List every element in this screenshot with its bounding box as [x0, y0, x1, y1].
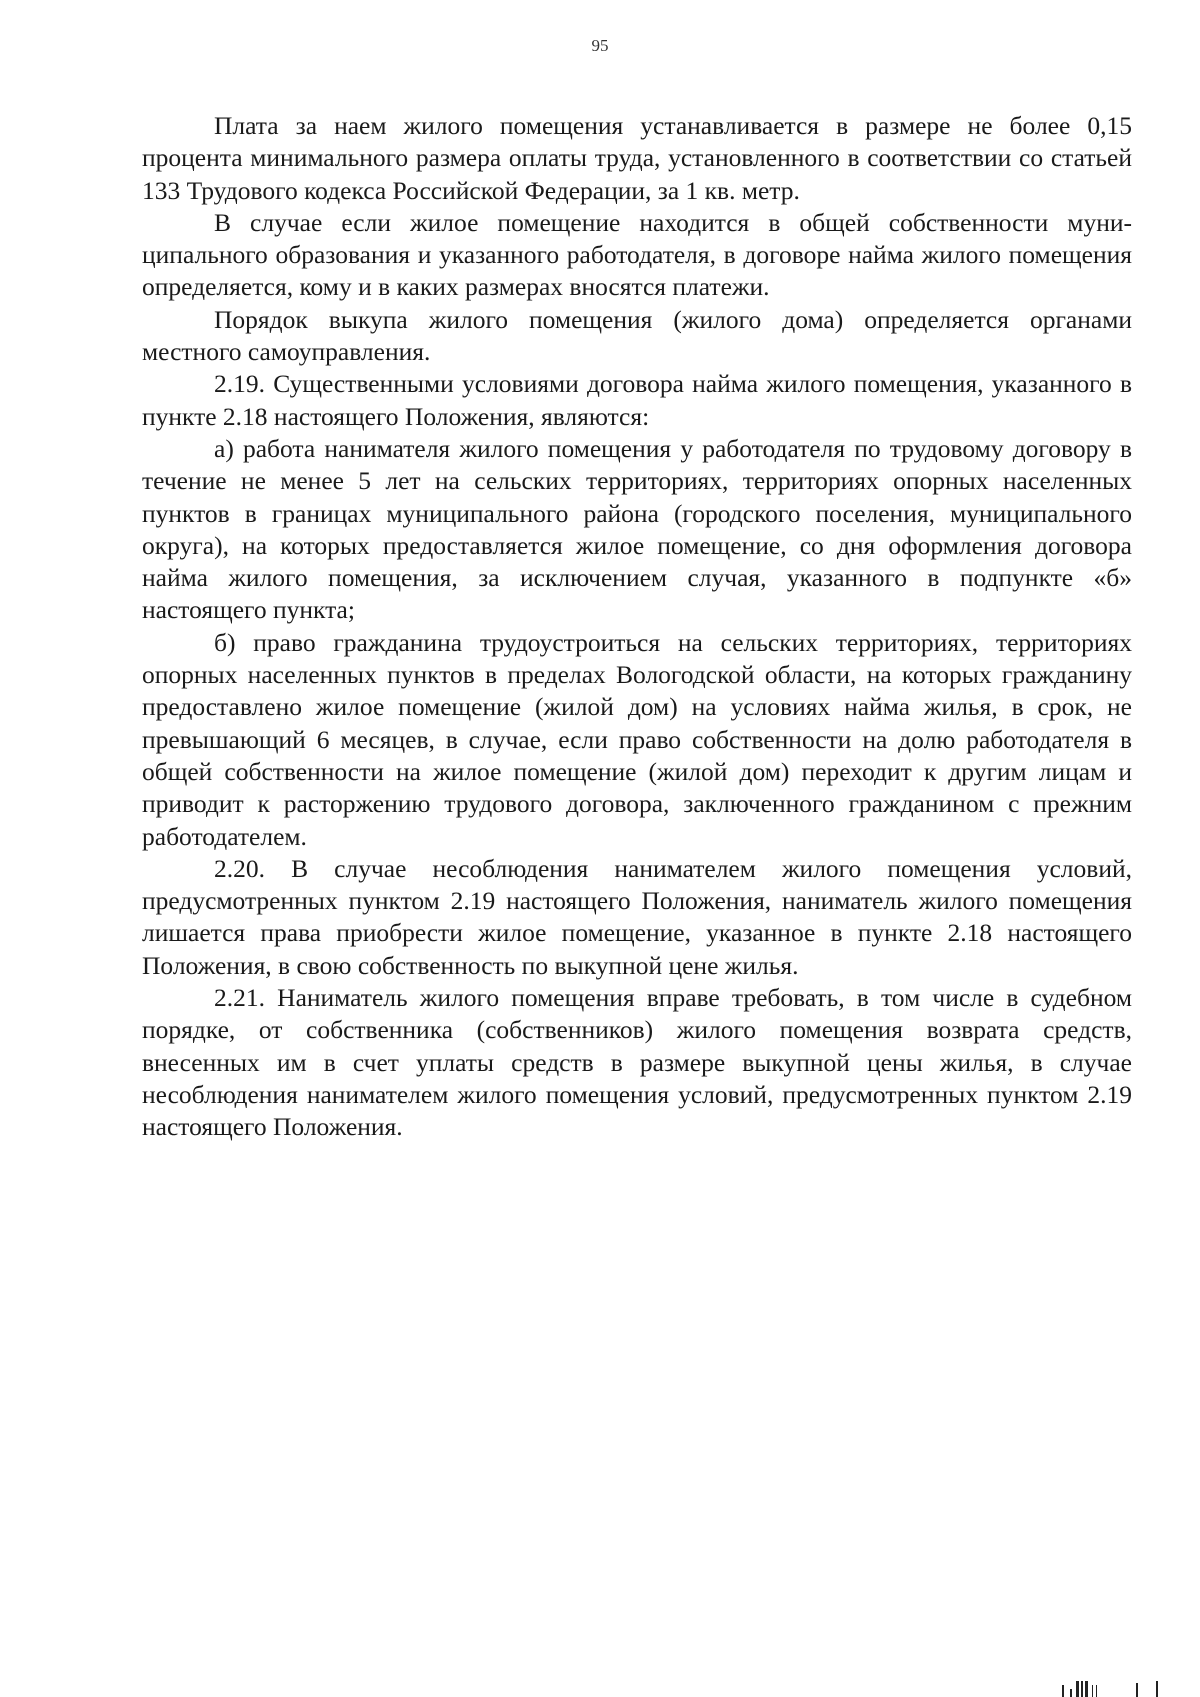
paragraph-clause-2-19: 2.19. Существенными условиями договора найма жилого помещения, указанного в пункте 2.18 настоящего Положения, являются:: [142, 369, 1132, 431]
document-body: [142, 110, 1132, 1144]
paragraph-clause-2-20: 2.20. В случае несоблюдения нанимателем жилого помещения условий, предусмотренных пунктом 2.19 настоящего Положения, наниматель жилого помещения лишается права приобрести жилое помещение, указанное в пункте 2.18 настоящего Положения, в свою собственность по выкупной цене жилья.: [142, 853, 1132, 980]
paragraph-subclause-a: а) работа нанимателя жилого помещения у работодателя по трудовому договору в течение не менее 5 лет на сельских территориях, территориях опорных населенных пунктов в границах муниципального района (городского поселения, муниципального округа), на которых предоставляется жилое помещение, со дня оформления договора найма жилого помещения, за исключением случая, указанного в подпункте «б» настоящего пункта;: [142, 433, 1132, 625]
paragraph-buyout-procedure: Порядок выкупа жилого помещения (жилого дома) определяется органами местного самоуправления.: [142, 304, 1132, 367]
paragraph-rent-fee: Плата за наем жилого помещения устанавливается в размере не более 0,15 процента минимального размера оплаты труда, установленного в соответствии со статьей 133 Трудового кодекса Российской Федерации, за 1 кв. метр.: [142, 111, 1132, 205]
scan-artifact-marks: [1060, 1667, 1200, 1697]
paragraph-clause-2-21: 2.21. Наниматель жилого помещения вправе требовать, в том числе в судебном порядке, от собственника (собственников) жилого помещения возврата средств, внесенных им в счет уплаты средств в размере выкупной цены жилья, в случае несоблюдения нанимателем жилого помещения условий, предусмотренных пунктом 2.19 настоящего Положения.: [142, 983, 1132, 1142]
paragraph-subclause-b: б) право гражданина трудоустроиться на сельских территориях, территориях опорных населенных пунктов в пределах Вологодской области, на которых гражданину предоставлено жилое помещение (жилой дом) на условиях найма жилья, в срок, не превышающий 6 месяцев, в случае, если право собственности на долю работодателя в общей собственности на жилое помещение (жилой дом) переходит к другим лицам и приводит к расторжению трудового договора, заключенного гражданином с прежним работодателем.: [142, 627, 1132, 851]
page-number: 95: [591, 36, 609, 55]
paragraph-common-ownership: В случае если жилое помещение находится в общей собственности муниципального образования и указанного работодателя, в договоре найма жилого помещения определяется, кому и в каких размерах вносятся платежи.: [142, 207, 1132, 302]
